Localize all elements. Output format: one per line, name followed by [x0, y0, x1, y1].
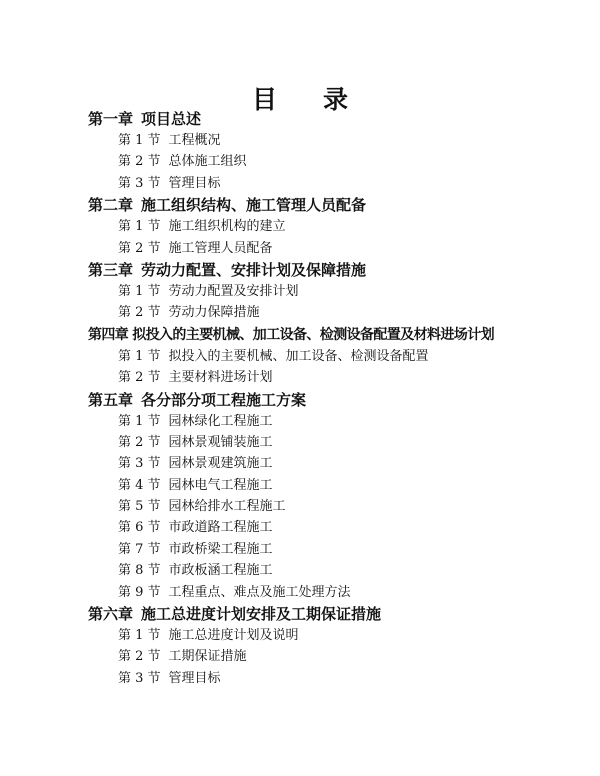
section-title: 工程概况: [168, 133, 221, 148]
toc-section[interactable]: [118, 582, 600, 603]
section-number: 第 2 节: [118, 370, 161, 386]
section-number: 第 1 节: [118, 219, 161, 235]
chapter-title: 劳动力配置、安排计划及保障措施: [141, 260, 367, 279]
chapter-title: 施工总进度计划安排及工期保证措施: [141, 605, 382, 624]
section-number: 第 2 节: [118, 434, 161, 450]
section-title: 总体施工组织: [168, 154, 247, 170]
section-title: 市政板涵工程施工: [168, 563, 273, 579]
toc-section[interactable]: [118, 560, 600, 581]
chapter-title: 项目总述: [141, 110, 202, 128]
section-title: 工程重点、难点及施工处理方法: [168, 584, 351, 600]
toc-chapter-2[interactable]: [88, 194, 600, 216]
toc-section[interactable]: [118, 173, 600, 194]
toc-chapter-5[interactable]: [88, 389, 600, 411]
section-number: 第 2 节: [118, 305, 161, 321]
section-number: 第 1 节: [118, 348, 161, 364]
section-number: 第 1 节: [118, 413, 161, 429]
toc-section[interactable]: [118, 496, 600, 517]
section-title: 园林景观建筑施工: [168, 456, 273, 472]
section-number: 第 3 节: [118, 175, 161, 191]
chapter-title: 拟投入的主要机械、加工设备、检测设备配置及材料进场计划: [132, 326, 495, 343]
toc-section[interactable]: [118, 302, 600, 323]
section-number: 第 8 节: [118, 563, 161, 579]
toc-chapter-6[interactable]: [88, 603, 600, 625]
section-number: 第 2 节: [118, 240, 161, 256]
chapter-title: 施工组织结构、施工管理人员配备: [141, 196, 367, 215]
chapter-title: 各分部分项工程施工方案: [141, 390, 307, 409]
section-title: 管理目标: [168, 175, 221, 191]
section-title: 市政道路工程施工: [168, 520, 273, 536]
chapter-number: 第二章: [88, 196, 134, 215]
toc-chapter-3[interactable]: [88, 259, 600, 281]
title-char-2: 录: [323, 85, 349, 114]
section-title: 市政桥梁工程施工: [168, 541, 273, 557]
section-title: 园林给排水工程施工: [168, 499, 286, 515]
section-title: 施工组织机构的建立: [168, 219, 286, 235]
section-title: 施工总进度计划及说明: [168, 628, 299, 644]
toc-section[interactable]: [118, 432, 600, 453]
title-char-1: 目: [251, 85, 277, 114]
section-title: 园林绿化工程施工: [168, 413, 273, 429]
section-number: 第 4 节: [118, 477, 161, 493]
toc-section[interactable]: [118, 625, 600, 646]
section-number: 第 6 节: [118, 520, 161, 536]
chapter-number: 第三章: [88, 260, 134, 279]
section-title: 工期保证措施: [168, 649, 247, 665]
section-number: 第 7 节: [118, 541, 161, 557]
toc-section[interactable]: [118, 475, 600, 496]
section-title: 劳动力配置及安排计划: [168, 283, 299, 299]
section-number: 第 3 节: [118, 456, 161, 472]
section-number: 第 1 节: [118, 133, 161, 148]
section-title: 管理目标: [168, 670, 221, 686]
chapter-number: 第五章: [88, 390, 134, 409]
section-title: 园林景观铺装施工: [168, 434, 273, 450]
chapter-number: 第一章: [88, 110, 134, 128]
section-title: 劳动力保障措施: [168, 305, 260, 321]
toc-chapter-1[interactable]: [88, 108, 600, 130]
toc-section[interactable]: [118, 281, 600, 302]
section-number: 第 2 节: [118, 154, 161, 170]
toc-section[interactable]: [118, 646, 600, 667]
toc-chapter-4[interactable]: [88, 324, 600, 346]
table-of-contents: [0, 108, 600, 689]
toc-section[interactable]: [118, 367, 600, 388]
section-number: 第 2 节: [118, 649, 161, 665]
section-title: 施工管理人员配备: [168, 240, 273, 256]
toc-section[interactable]: [118, 130, 600, 151]
toc-section[interactable]: [118, 151, 600, 172]
chapter-number: 第六章: [88, 605, 134, 624]
toc-section[interactable]: [118, 216, 600, 237]
section-number: 第 1 节: [118, 283, 161, 299]
toc-section[interactable]: [118, 517, 600, 538]
toc-section[interactable]: [118, 346, 600, 367]
section-title: 主要材料进场计划: [168, 370, 273, 386]
toc-section[interactable]: [118, 668, 600, 689]
section-number: 第 1 节: [118, 628, 161, 644]
toc-section[interactable]: [118, 238, 600, 259]
section-number: 第 5 节: [118, 499, 161, 515]
section-title: 园林电气工程施工: [168, 477, 273, 493]
section-number: 第 9 节: [118, 584, 161, 600]
section-number: 第 3 节: [118, 670, 161, 686]
section-title: 拟投入的主要机械、加工设备、检测设备配置: [168, 348, 429, 364]
chapter-number: 第四章: [88, 326, 129, 343]
toc-section[interactable]: [118, 411, 600, 432]
toc-section[interactable]: [118, 539, 600, 560]
toc-section[interactable]: [118, 453, 600, 474]
